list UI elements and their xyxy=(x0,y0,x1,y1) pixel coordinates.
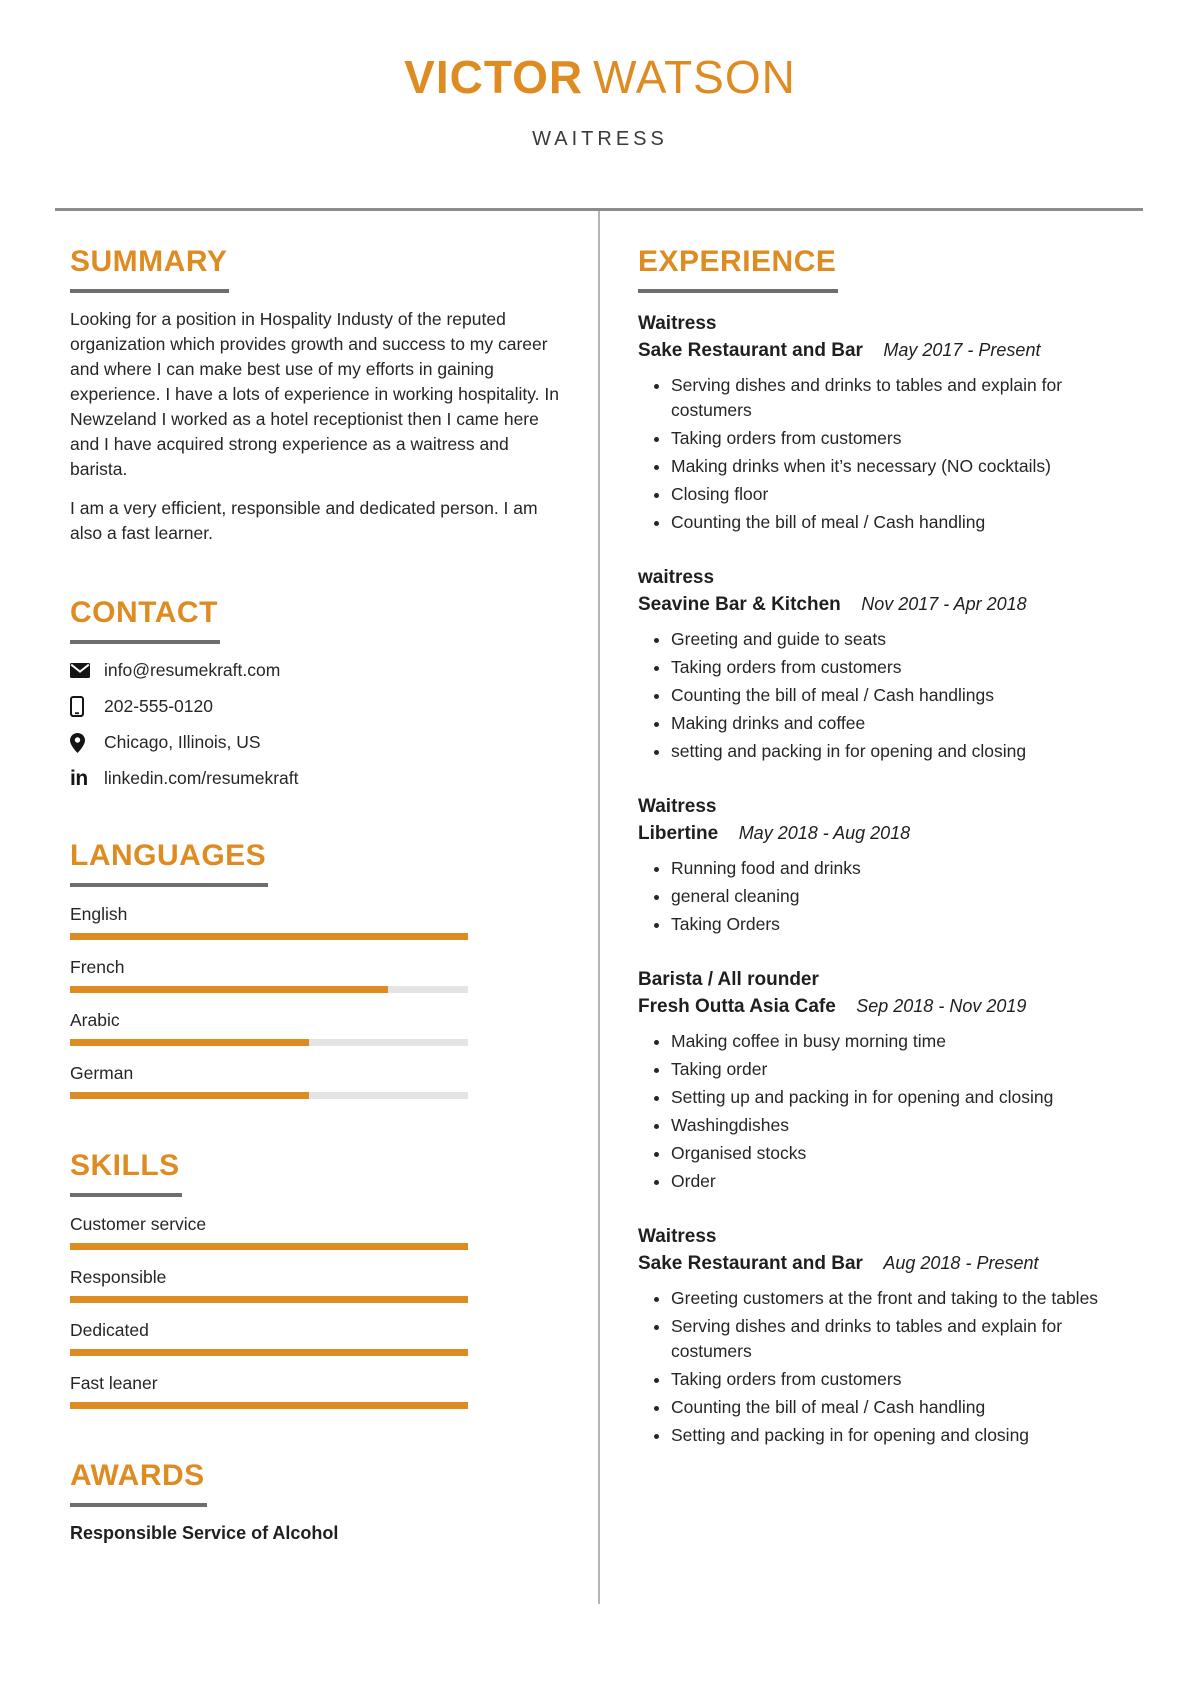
experience-job xyxy=(638,1224,1141,1448)
summary-heading: SUMMARY xyxy=(70,245,229,293)
candidate-last-name: WATSON xyxy=(593,51,796,103)
experience-bullet: • Order xyxy=(671,1169,1141,1194)
language-bar-track xyxy=(70,986,468,993)
experience-bullet: • setting and packing in for opening and closing xyxy=(671,739,1141,764)
skill-bar-fill xyxy=(70,1349,468,1356)
job-title: Barista / All rounder xyxy=(638,969,819,990)
awards-heading: AWARDS xyxy=(70,1459,207,1507)
right-column xyxy=(638,211,1141,1604)
contact-row-phone xyxy=(70,696,567,717)
candidate-first-name: VICTOR xyxy=(404,51,584,103)
left-column xyxy=(70,211,567,1604)
job-bullet-list xyxy=(638,627,1141,764)
job-bullet-list xyxy=(638,1286,1141,1448)
language-item xyxy=(70,1063,468,1099)
skills-heading: SKILLS xyxy=(70,1149,182,1197)
resume-header xyxy=(0,0,1200,151)
experience-bullet: • general cleaning xyxy=(671,884,1141,909)
experience-bullet: • Greeting customers at the front and taking to the tables xyxy=(671,1286,1141,1311)
job-dates: Sep 2018 - Nov 2019 xyxy=(856,996,1027,1016)
experience-job xyxy=(638,794,1141,937)
contact-list xyxy=(70,660,567,789)
skill-bar-track xyxy=(70,1349,468,1356)
experience-bullet: • Counting the bill of meal / Cash handlings xyxy=(671,683,1141,708)
language-bar-track xyxy=(70,1039,468,1046)
job-subline xyxy=(638,1250,1141,1278)
contact-row-email xyxy=(70,660,567,681)
job-bullet-list xyxy=(638,1029,1141,1194)
job-dates: May 2017 - Present xyxy=(883,340,1041,360)
language-item xyxy=(70,957,468,993)
job-dates: Aug 2018 - Present xyxy=(883,1253,1039,1273)
language-bar-track xyxy=(70,933,468,940)
skill-bar-track xyxy=(70,1296,468,1303)
experience-section xyxy=(638,245,1141,1448)
language-item xyxy=(70,904,468,940)
experience-bullet: • Counting the bill of meal / Cash handling xyxy=(671,1395,1141,1420)
experience-bullet: • Taking order xyxy=(671,1057,1141,1082)
award-item: Responsible Service of Alcohol xyxy=(70,1523,339,1543)
experience-bullet: • Taking orders from customers xyxy=(671,655,1141,680)
language-item xyxy=(70,1010,468,1046)
experience-job xyxy=(638,565,1141,764)
experience-bullet: • Closing floor xyxy=(671,482,1141,507)
job-company: Sake Restaurant and Bar xyxy=(638,1253,863,1274)
content-columns xyxy=(70,211,1141,1604)
skill-item xyxy=(70,1214,468,1250)
contact-linkedin-value[interactable]: linkedin.com/resumekraft xyxy=(104,768,299,788)
experience-bullet: • Setting and packing in for opening and closing xyxy=(671,1423,1141,1448)
candidate-name xyxy=(0,50,1200,104)
column-divider xyxy=(598,211,600,1604)
experience-job xyxy=(638,311,1141,535)
awards-section xyxy=(70,1459,567,1544)
experience-bullet: • Making drinks and coffee xyxy=(671,711,1141,736)
language-label: French xyxy=(70,957,125,977)
job-subline xyxy=(638,820,1141,848)
job-dates: Nov 2017 - Apr 2018 xyxy=(861,594,1027,614)
job-title: Waitress xyxy=(638,313,717,334)
job-company: Sake Restaurant and Bar xyxy=(638,340,863,361)
skill-item xyxy=(70,1267,468,1303)
skill-bar-fill xyxy=(70,1296,468,1303)
experience-bullet: • Serving dishes and drinks to tables and explain for costumers xyxy=(671,373,1141,423)
language-label: English xyxy=(70,904,128,924)
summary-paragraph: I am a very efficient, responsible and dedicated person. I am also a fast learner. xyxy=(70,498,538,543)
contact-row-location xyxy=(70,732,567,753)
experience-bullet: • Running food and drinks xyxy=(671,856,1141,881)
email-icon xyxy=(70,663,94,678)
experience-bullet: • Washingdishes xyxy=(671,1113,1141,1138)
summary-paragraph: Looking for a position in Hospality Industy of the reputed organization which provides growth and success to my career and where I can make best use of my efforts in gaining experience. I have a lots of experience in working hospitality. In Newzeland I worked as a hotel receptionist then I came here and I have acquired strong experience as a waitress and barista. xyxy=(70,309,559,479)
skill-bar-fill xyxy=(70,1243,468,1250)
job-subline xyxy=(638,993,1141,1021)
location-icon xyxy=(70,733,94,753)
job-title: Waitress xyxy=(638,796,717,817)
job-dates: May 2018 - Aug 2018 xyxy=(738,823,911,843)
experience-bullet: • Counting the bill of meal / Cash handling xyxy=(671,510,1141,535)
contact-email-value[interactable]: info@resumekraft.com xyxy=(104,660,281,680)
language-label: Arabic xyxy=(70,1010,120,1030)
job-bullet-list xyxy=(638,856,1141,937)
skill-item xyxy=(70,1320,468,1356)
summary-section xyxy=(70,245,567,546)
languages-heading: LANGUAGES xyxy=(70,839,268,887)
job-subline xyxy=(638,591,1141,619)
job-company: Libertine xyxy=(638,823,719,844)
experience-bullet: • Organised stocks xyxy=(671,1141,1141,1166)
language-bar-fill xyxy=(70,1039,309,1046)
contact-section xyxy=(70,596,567,789)
contact-location-value: Chicago, Illinois, US xyxy=(104,732,261,752)
linkedin-icon: in xyxy=(70,766,88,790)
contact-heading: CONTACT xyxy=(70,596,220,644)
contact-phone-value: 202-555-0120 xyxy=(104,696,213,716)
job-company: Fresh Outta Asia Cafe xyxy=(638,996,836,1017)
experience-bullet: • Taking orders from customers xyxy=(671,1367,1141,1392)
experience-bullet: • Greeting and guide to seats xyxy=(671,627,1141,652)
skill-label: Fast leaner xyxy=(70,1373,158,1393)
language-bar-fill xyxy=(70,986,388,993)
job-title: waitress xyxy=(638,567,715,588)
skill-bar-fill xyxy=(70,1402,468,1409)
experience-bullet: • Serving dishes and drinks to tables and explain for costumers xyxy=(671,1314,1141,1364)
job-company: Seavine Bar & Kitchen xyxy=(638,594,841,615)
skill-bar-track xyxy=(70,1243,468,1250)
experience-bullet: • Making coffee in busy morning time xyxy=(671,1029,1141,1054)
skills-section xyxy=(70,1149,567,1409)
job-bullet-list xyxy=(638,373,1141,535)
language-bar-fill xyxy=(70,933,468,940)
languages-section xyxy=(70,839,567,1099)
skill-label: Customer service xyxy=(70,1214,207,1234)
skill-item xyxy=(70,1373,468,1409)
experience-bullet: • Taking orders from customers xyxy=(671,426,1141,451)
experience-job xyxy=(638,967,1141,1194)
language-bar-fill xyxy=(70,1092,309,1099)
experience-bullet: • Taking Orders xyxy=(671,912,1141,937)
job-subline xyxy=(638,337,1141,365)
experience-bullet: • Making drinks when it’s necessary (NO cocktails) xyxy=(671,454,1141,479)
experience-heading: EXPERIENCE xyxy=(638,245,838,293)
phone-icon xyxy=(70,696,94,717)
job-title: Waitress xyxy=(638,1226,717,1247)
candidate-job-title: WAITRESS xyxy=(532,128,668,150)
language-bar-track xyxy=(70,1092,468,1099)
skill-label: Dedicated xyxy=(70,1320,149,1340)
contact-row-linkedin xyxy=(70,768,567,789)
language-label: German xyxy=(70,1063,134,1083)
experience-bullet: • Setting up and packing in for opening and closing xyxy=(671,1085,1141,1110)
skill-label: Responsible xyxy=(70,1267,167,1287)
skill-bar-track xyxy=(70,1402,468,1409)
